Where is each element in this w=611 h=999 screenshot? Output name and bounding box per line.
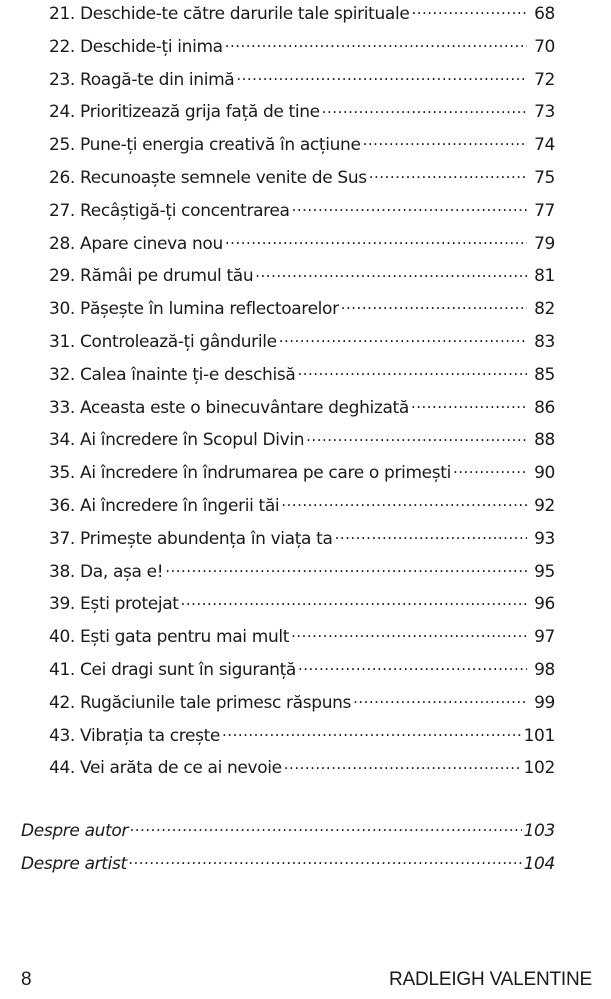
toc-entry-page: 95 bbox=[534, 561, 555, 582]
dot-leader bbox=[165, 560, 527, 577]
toc-entry-title: 30. Pășește în lumina reflectoarelor bbox=[49, 299, 339, 320]
toc-entry-page: 86 bbox=[534, 397, 555, 418]
toc-entry[interactable] bbox=[49, 461, 555, 494]
toc-entry-title: 38. Da, așa e! bbox=[49, 561, 164, 582]
toc-entry[interactable] bbox=[49, 68, 555, 101]
toc-entry-title: 41. Cei dragi sunt în siguranță bbox=[49, 659, 296, 680]
toc-entry-title: 37. Primește abundența în viața ta bbox=[49, 528, 333, 549]
toc-entry-page: 92 bbox=[534, 495, 555, 516]
table-of-contents bbox=[49, 2, 555, 789]
toc-entry[interactable] bbox=[49, 658, 555, 691]
toc-entry[interactable] bbox=[49, 625, 555, 658]
dot-leader bbox=[411, 396, 527, 413]
toc-entry-title: 39. Ești protejat bbox=[49, 594, 179, 615]
toc-entry[interactable] bbox=[49, 100, 555, 133]
toc-entry[interactable] bbox=[49, 35, 555, 68]
toc-entry-title: 40. Ești gata pentru mai mult bbox=[49, 627, 290, 648]
dot-leader bbox=[279, 330, 527, 347]
dot-leader bbox=[292, 199, 527, 216]
toc-entry[interactable] bbox=[49, 2, 555, 35]
toc-entry-page: 81 bbox=[534, 266, 555, 287]
toc-entry-page: 103 bbox=[523, 821, 555, 841]
dot-leader bbox=[306, 428, 527, 445]
toc-entry[interactable] bbox=[49, 691, 555, 724]
toc-entry-page: 97 bbox=[534, 627, 555, 648]
dot-leader bbox=[225, 35, 527, 52]
toc-entry[interactable] bbox=[49, 330, 555, 363]
toc-entry-page: 101 bbox=[523, 725, 555, 746]
toc-entry-page: 82 bbox=[534, 299, 555, 320]
toc-entry[interactable] bbox=[49, 494, 555, 527]
toc-entry-title: 35. Ai încredere în îndrumarea pe care o primești bbox=[49, 463, 451, 484]
toc-entry-title: 23. Roagă-te din inimă bbox=[49, 69, 235, 90]
dot-leader bbox=[181, 592, 527, 609]
toc-entry-title: 33. Aceasta este o binecuvântare deghizată bbox=[49, 397, 409, 418]
toc-entry-page: 79 bbox=[534, 233, 555, 254]
dot-leader bbox=[353, 691, 527, 708]
backmatter-list bbox=[21, 819, 555, 885]
toc-entry-page: 75 bbox=[534, 167, 555, 188]
footer-running-header-author: RADLEIGH VALENTINE bbox=[389, 969, 592, 990]
toc-entry[interactable] bbox=[49, 592, 555, 625]
toc-entry[interactable] bbox=[49, 297, 555, 330]
dot-leader bbox=[411, 2, 527, 19]
dot-leader bbox=[222, 724, 522, 741]
dot-leader bbox=[298, 658, 527, 675]
dot-leader bbox=[129, 852, 522, 869]
toc-entry-title: 22. Deschide-ți inima bbox=[49, 36, 223, 57]
toc-entry[interactable] bbox=[49, 264, 555, 297]
footer-page-number: 8 bbox=[21, 969, 32, 990]
toc-entry-page: 98 bbox=[534, 659, 555, 680]
toc-entry-page: 102 bbox=[523, 758, 555, 779]
toc-entry-page: 93 bbox=[534, 528, 555, 549]
toc-entry-page: 77 bbox=[534, 200, 555, 221]
toc-entry-title: 26. Recunoaște semnele venite de Sus bbox=[49, 167, 367, 188]
toc-entry[interactable] bbox=[49, 396, 555, 429]
dot-leader bbox=[236, 68, 527, 85]
toc-entry-page: 73 bbox=[534, 102, 555, 123]
dot-leader bbox=[341, 297, 527, 314]
toc-entry[interactable] bbox=[49, 428, 555, 461]
dot-leader bbox=[322, 100, 527, 117]
dot-leader bbox=[453, 461, 527, 478]
toc-entry-title: Despre artist bbox=[21, 853, 127, 874]
toc-entry[interactable] bbox=[49, 560, 555, 593]
toc-entry-title: 36. Ai încredere în îngerii tăi bbox=[49, 495, 280, 516]
toc-entry-about-artist[interactable] bbox=[21, 852, 555, 885]
toc-entry-title: 24. Prioritizează grija față de tine bbox=[49, 102, 320, 123]
toc-entry-title: 32. Calea înainte ți-e deschisă bbox=[49, 364, 296, 385]
dot-leader bbox=[369, 166, 527, 183]
toc-entry[interactable] bbox=[49, 724, 555, 757]
dot-leader bbox=[281, 494, 527, 511]
toc-entry-page: 74 bbox=[534, 135, 555, 156]
toc-entry[interactable] bbox=[49, 527, 555, 560]
dot-leader bbox=[363, 133, 527, 150]
toc-entry-page: 83 bbox=[534, 331, 555, 352]
toc-entry-page: 99 bbox=[534, 692, 555, 713]
toc-entry-page: 96 bbox=[534, 594, 555, 615]
toc-entry-page: 85 bbox=[534, 364, 555, 385]
dot-leader bbox=[225, 232, 527, 249]
toc-entry-title: 28. Apare cineva nou bbox=[49, 233, 223, 254]
toc-entry-page: 104 bbox=[523, 853, 555, 874]
toc-entry[interactable] bbox=[49, 133, 555, 166]
toc-entry-title: 43. Vibrația ta crește bbox=[49, 725, 221, 746]
toc-entry-title: 42. Rugăciunile tale primesc răspuns bbox=[49, 692, 352, 713]
toc-entry[interactable] bbox=[49, 166, 555, 199]
toc-entry-title: 31. Controlează-ți gândurile bbox=[49, 331, 277, 352]
toc-entry-title: 27. Recâștigă-ți concentrarea bbox=[49, 200, 290, 221]
toc-entry[interactable] bbox=[49, 756, 555, 789]
dot-leader bbox=[297, 363, 527, 380]
dot-leader bbox=[130, 819, 521, 836]
dot-leader bbox=[284, 756, 522, 773]
toc-entry-title: Despre autor bbox=[21, 821, 129, 841]
dot-leader bbox=[291, 625, 527, 642]
toc-entry-title: 25. Pune-ți energia creativă în acțiune bbox=[49, 135, 361, 156]
dot-leader bbox=[255, 264, 527, 281]
toc-entry-page: 90 bbox=[534, 463, 555, 484]
toc-entry[interactable] bbox=[49, 199, 555, 232]
toc-entry-title: 34. Ai încredere în Scopul Divin bbox=[49, 430, 305, 451]
dot-leader bbox=[335, 527, 527, 544]
toc-entry[interactable] bbox=[49, 363, 555, 396]
toc-entry-title: 44. Vei arăta de ce ai nevoie bbox=[49, 758, 282, 779]
toc-entry-page: 68 bbox=[534, 4, 555, 24]
toc-entry-about-author[interactable] bbox=[21, 819, 555, 852]
toc-entry-page: 88 bbox=[534, 430, 555, 451]
toc-entry-page: 72 bbox=[534, 69, 555, 90]
toc-entry[interactable] bbox=[49, 232, 555, 265]
toc-entry-title: 21. Deschide-te către darurile tale spirituale bbox=[49, 4, 410, 24]
toc-entry-page: 70 bbox=[534, 36, 555, 57]
toc-entry-title: 29. Rămâi pe drumul tău bbox=[49, 266, 254, 287]
